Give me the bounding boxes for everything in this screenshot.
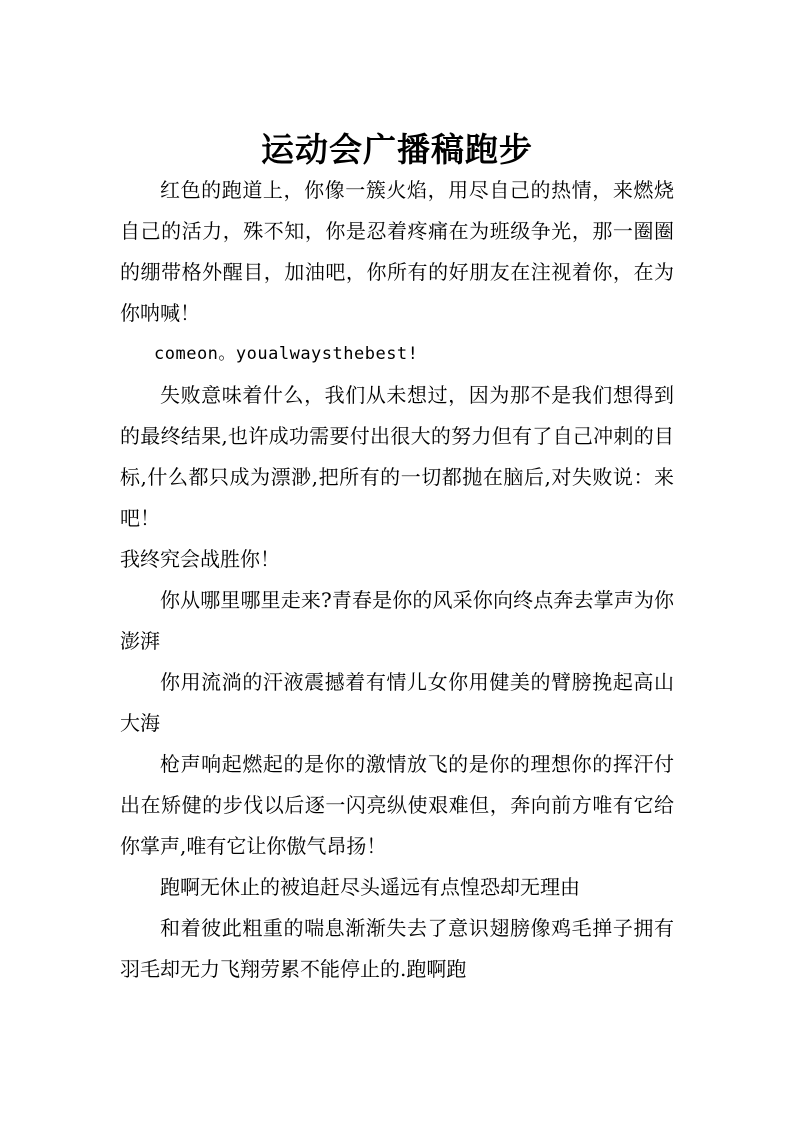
paragraph: comeon。youalwaysthebest! [154,344,419,364]
paragraph: 跑啊无休止的被追赶尽头遥远有点惶恐却无理由 [160,875,580,899]
paragraph: 你从哪里哪里走来?青春是你的风采你向终点奔去掌声为你澎湃 [120,588,674,653]
paragraph: 红色的跑道上，你像一簇火焰，用尽自己的热情，来燃烧自己的活力，殊不知，你是忍着疼痛在为班级争光，那一圈圈的绷带格外醒目，加油吧，你所有的好朋友在注视着你，在为你呐喊！ [120,178,674,325]
paragraph: 你用流淌的汗液震撼着有情儿女你用健美的臂膀挽起高山大海 [120,670,674,735]
document-body [120,170,674,990]
paragraph: 我终究会战胜你！ [120,547,280,571]
document-title: 运动会广播稿跑步 [261,130,533,170]
paragraph: 和着彼此粗重的喘息渐渐失去了意识翅膀像鸡毛掸子拥有羽毛却无力飞翔劳累不能停止的.跑啊跑 [120,916,674,981]
paragraph: 失败意味着什么，我们从未想过，因为那不是我们想得到的最终结果,也许成功需要付出很大的努力但有了自己冲刺的目标,什么都只成为漂渺,把所有的一切都抛在脑后,对失败说：来吧！ [120,383,674,530]
paragraph: 枪声响起燃起的是你的激情放飞的是你的理想你的挥汗付出在矫健的步伐以后逐一闪亮纵使艰难但，奔向前方唯有它给你掌声,唯有它让你傲气昂扬！ [120,752,674,858]
